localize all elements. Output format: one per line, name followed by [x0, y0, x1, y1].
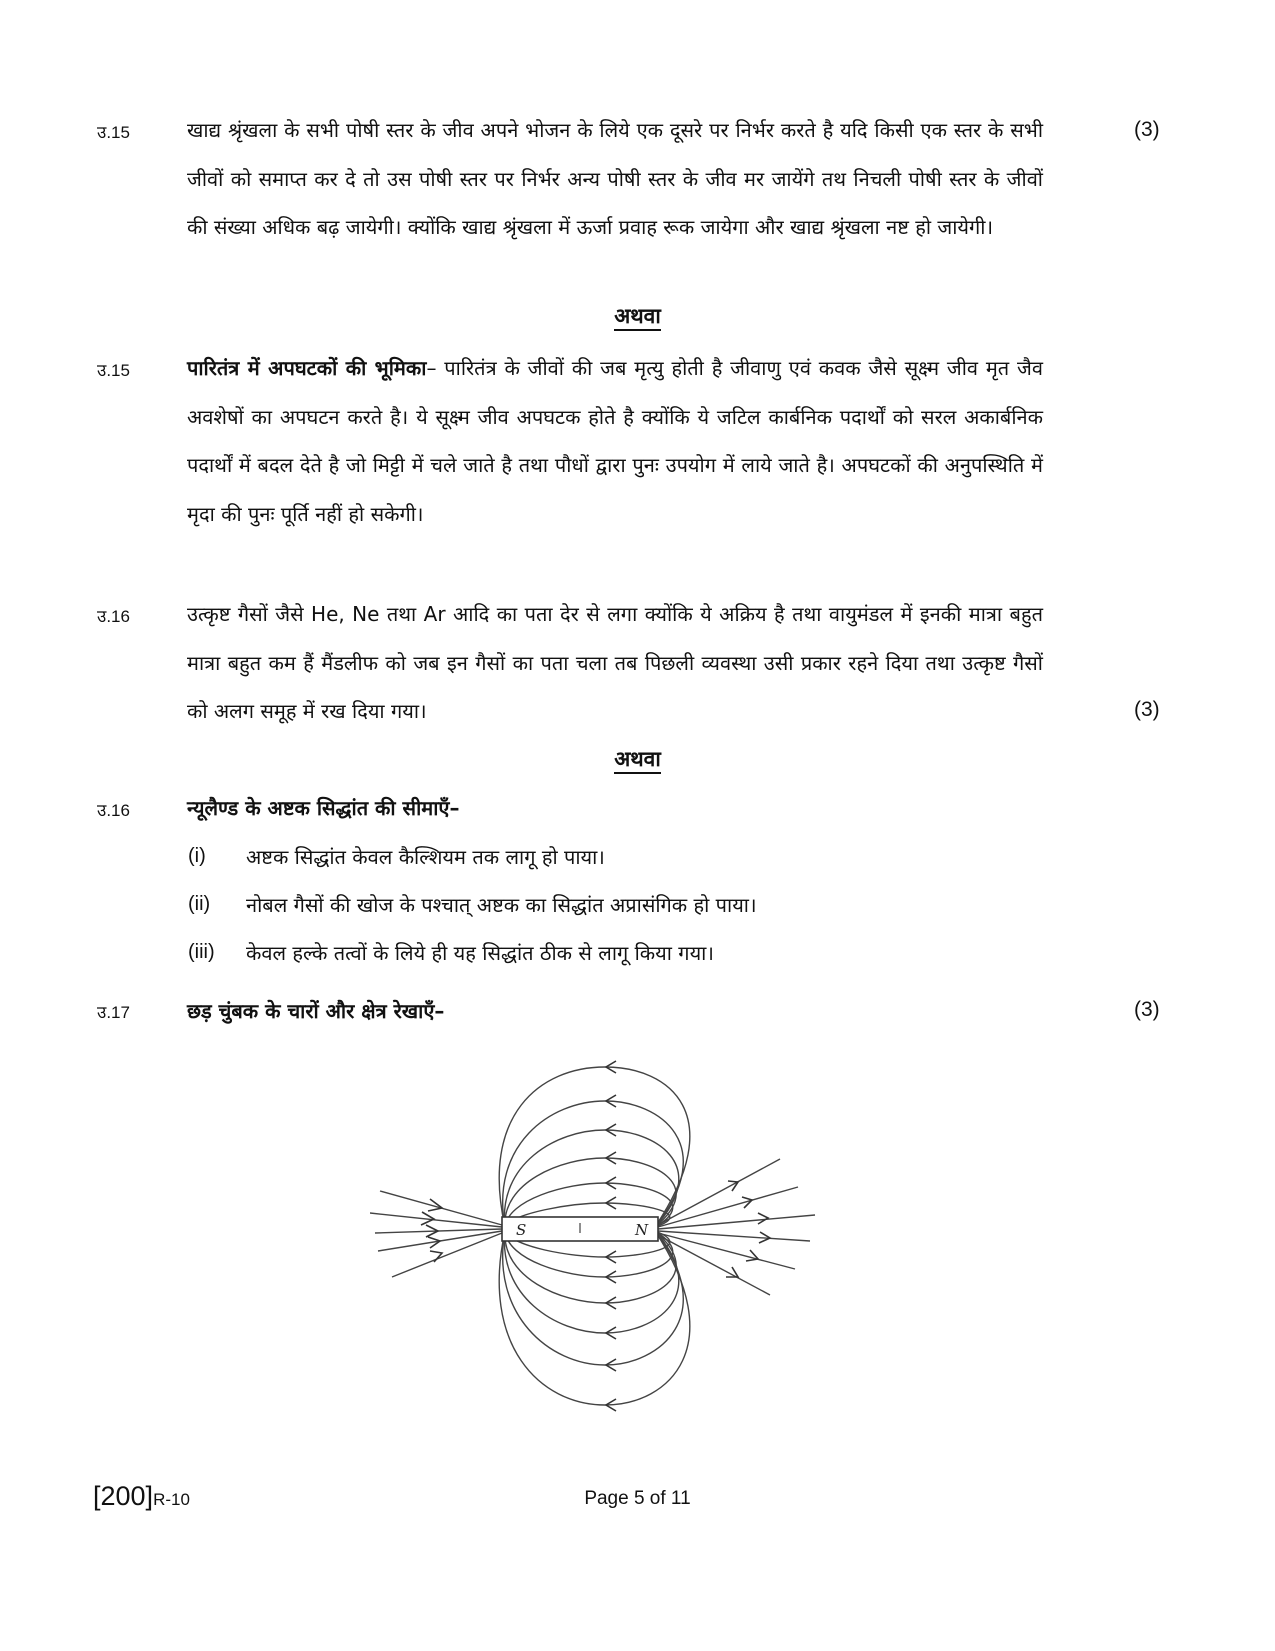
- field-line: [505, 1231, 676, 1303]
- field-line: [658, 1215, 815, 1229]
- answer-heading: पारितंत्र में अपघटकों की भूमिका: [187, 356, 427, 380]
- field-line: [503, 1101, 684, 1227]
- list-item-number: (ii): [188, 893, 211, 915]
- answer-paragraph: खाद्य श्रृंखला के सभी पोषी स्तर के जीव अपने भोजन के लिये एक दूसरे पर निर्भर करते है यदि किसी एक स्तर के सभी जीवों को समाप्त कर दे तो उस पोषी स्तर पर निर्भर अन्य पोषी स्तर के जीव मर जायेंगे तथ निचली पोषी स्तर के जीवों की संख्या अधिक बढ़ जायेगी। क्योंकि खाद्य श्रृंखला में ऊर्जा प्रवाह रूक जायेगा और खाद्य श्रृंखला नष्ट हो जायेगी।: [187, 118, 1043, 239]
- or-label: अथवा: [614, 304, 661, 331]
- question-number: उ.15: [97, 123, 130, 142]
- paper-code-number: [200]: [93, 1481, 154, 1511]
- arrowhead: [758, 1213, 768, 1224]
- list-item-number: (i): [188, 845, 206, 867]
- bar-magnet-field-diagram: [370, 1055, 840, 1440]
- field-line: [658, 1187, 798, 1227]
- marks-label: (3): [1134, 998, 1160, 1021]
- question-number: उ.15: [97, 361, 130, 380]
- answer-heading: छड़ चुंबक के चारों और क्षेत्र रेखाएँ–: [187, 999, 445, 1023]
- answer-text: – पारितंत्र के जीवों की जब मृत्यु होती है जीवाणु एवं कवक जैसे सूक्ष्म जीव मृत जैव अवशेषों का अपघटन करते है। ये सूक्ष्म जीव अपघटक होते है क्योंकि ये जटिल कार्बनिक पदार्थों को सरल अकार्बनिक पदार्थों में बदल देते है जो मिट्टी में चले जाते है तथा पौधों द्वारा पुनः उपयोग में लाये जाते है। अपघटकों की अनुपस्थिति में मृदा की पुनः पूर्ति नहीं हो सकेगी।: [187, 356, 1043, 526]
- question-number: उ.16: [97, 801, 130, 820]
- marks-label: (3): [1134, 118, 1160, 141]
- answer-paragraph: उत्कृष्ट गैसों जैसे He, Ne तथा Ar आदि का पता देर से लगा क्योंकि ये अक्रिय है तथा वायुमंडल में इनकी मात्रा बहुत मात्रा बहुत कम हैं मैंडलीफ को जब इन गैसों का पता चला तब पिछली व्यवस्था उसी प्रकार रहने दिया तथा उत्कृष्ट गैसों को अलग समूह में रख दिया गया।: [187, 602, 1043, 723]
- or-label: अथवा: [614, 747, 661, 774]
- paper-code-sub: R-10: [153, 1490, 190, 1509]
- or-heading: [0, 302, 1275, 330]
- list-item-text: अष्टक सिद्धांत केवल कैल्शियम तक लागू हो पाया।: [246, 845, 605, 869]
- field-line: [504, 1130, 678, 1227]
- answer-heading: न्यूलैण्ड के अष्टक सिद्धांत की सीमाएँ–: [187, 796, 460, 820]
- or-heading: [0, 745, 1275, 773]
- question-number: उ.16: [97, 607, 130, 626]
- marks-label: (3): [1134, 698, 1160, 721]
- list-item-text: नोबल गैसों की खोज के पश्चात् अष्टक का सिद्धांत अप्रासंगिक हो पाया।: [246, 893, 757, 917]
- south-pole-label: S: [516, 1221, 527, 1239]
- north-pole-label: N: [635, 1221, 649, 1239]
- question-number: उ.17: [97, 1003, 130, 1022]
- page-number: Page 5 of 11: [584, 1488, 691, 1509]
- list-item-number: (iii): [188, 941, 215, 963]
- arrowhead: [746, 1250, 758, 1261]
- list-item-text: केवल हल्के तत्वों के लिये ही यह सिद्धांत ठीक से लागू किया गया।: [246, 941, 714, 965]
- answer-paragraph: [187, 344, 1043, 538]
